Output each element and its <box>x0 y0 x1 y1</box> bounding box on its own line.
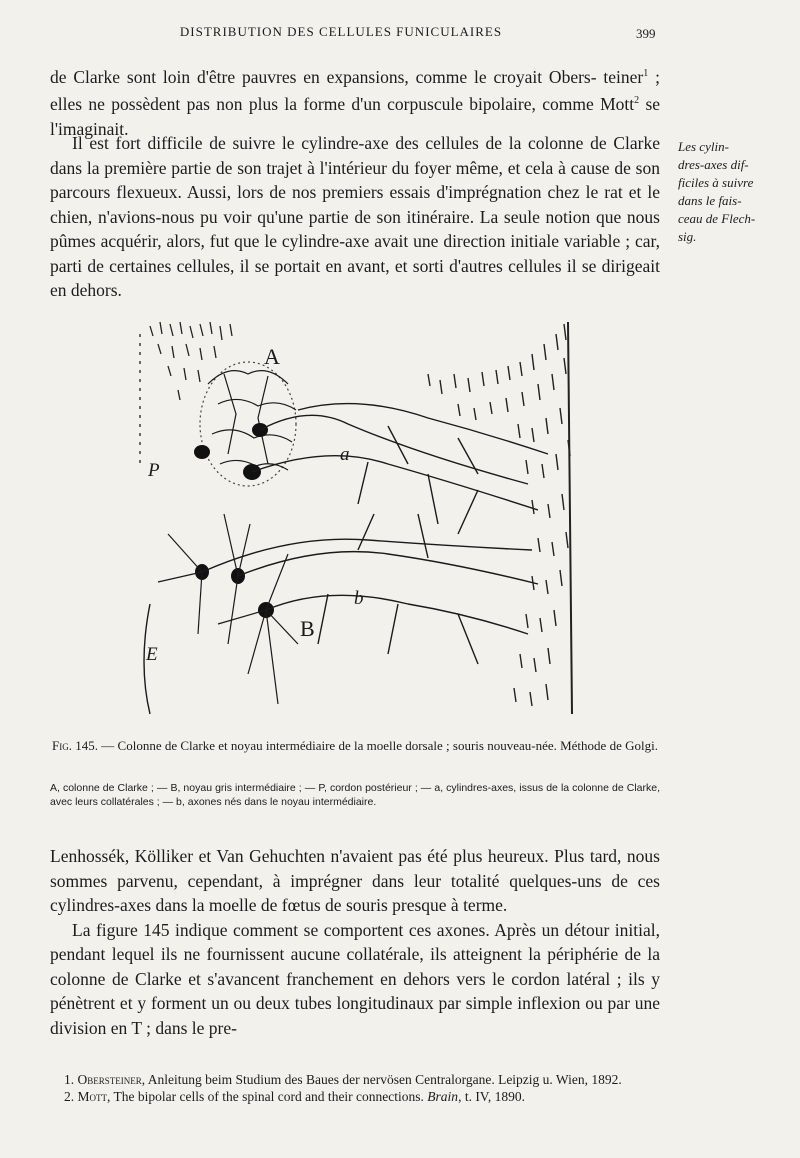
margin-note-line: sig. <box>678 229 697 244</box>
label-P: P <box>148 460 160 481</box>
paragraph-2 <box>50 131 660 303</box>
paragraph-3 <box>50 844 660 1040</box>
footnote-ref-1[interactable]: 1 <box>643 68 649 79</box>
paragraph-1-line-1: de Clarke sont loin d'être pauvres en expansions, comme le croyait Obers- <box>50 66 597 87</box>
label-E: E <box>146 644 158 665</box>
label-A: A <box>264 344 280 369</box>
cell-bodies <box>194 423 274 618</box>
paragraph-1-line-3b: se l'imaginait. <box>50 94 661 139</box>
figure-number: Fig. 145. <box>52 738 99 753</box>
figure-legend: A, colonne de Clarke ; — B, noyau gris intermédiaire ; — P, cordon postérieur ; — a, cylindres-axes, issus de la colonne de Clarke, avec leurs collatérales ; — b, axones nés dans le noyau intermédiaire. <box>50 782 660 808</box>
neuron-drawing <box>128 314 588 724</box>
paragraph-2-text: Il est fort difficile de suivre le cylindre-axe des cellules de la colonne de Clarke dans la première partie de son trajet à l'intérieur du foyer même, et cela à cause de son parcours flexueux. Aussi, lors de nos premiers essais d'imprégnation chez le rat et le chien, n'avions-nous pu voir qu'une partie de son itinéraire. La seule notion que nous pûmes acquérir, alors, fut que le cylindre-axe avait une direction initiale variable ; car, parti de certaines cellules, il se portait en avant, et sorti d'autres cellules il se dirigeait en dehors. <box>50 133 660 300</box>
label-a: a <box>340 444 350 465</box>
paragraph-1-line-3a: comme Mott <box>542 94 635 115</box>
figure-caption <box>50 738 660 754</box>
axons-b <box>202 514 538 664</box>
footnotes <box>50 1072 660 1105</box>
figure-145-illustration <box>128 314 588 724</box>
figure-caption-text: — Colonne de Clarke et noyau intermédiaire de la moelle dorsale ; souris nouveau-née. Méthode de Golgi. <box>98 738 658 753</box>
footnote-text: , The bipolar cells of the spinal cord and their connections. <box>107 1088 428 1104</box>
intermediate-nucleus-dendrites <box>158 514 298 704</box>
label-b: b <box>354 588 364 609</box>
running-head: DISTRIBUTION DES CELLULES FUNICULAIRES <box>179 24 503 39</box>
footnote-1 <box>50 1072 660 1089</box>
footnote-author: Mott <box>77 1088 107 1104</box>
page-number: 399 <box>636 26 656 41</box>
footnote-ref-2[interactable]: 2 <box>634 95 640 107</box>
footnote-text: , Anleitung beim Studium des Baues der nervösen Centralorgane. Leipzig u. Wien, 1892. <box>141 1072 622 1087</box>
paragraph-3-text: Lenhossék, Kölliker et Van Gehuchten n'avaient pas été plus heureux. Plus tard, nous sommes parvenu, cependant, à imprégner dans leur totalité quelques-uns de ces cylindres-axes dans la moelle de fœtus de souris presque à terme. <box>50 846 660 915</box>
footnote-number: 2. <box>64 1088 78 1104</box>
footnote-tail: , t. IV, 1890. <box>458 1088 525 1104</box>
posterior-column-hatching <box>140 322 232 464</box>
paragraph-1-line-2a: teiner <box>603 66 644 87</box>
margin-note <box>678 138 786 246</box>
margin-note-line: dres-axes dif- <box>678 157 749 172</box>
margin-note-line: ficiles à suivre <box>678 175 754 190</box>
margin-note-line: dans le fais- <box>678 193 742 208</box>
footnote-number: 1. <box>64 1072 78 1087</box>
footnote-2 <box>50 1089 660 1106</box>
paragraph-1-line-2b: ; elles ne possèdent pas non plus la forme d'un corpuscule bipolaire, <box>50 66 660 115</box>
margin-note-line: Les cylin- <box>678 139 729 154</box>
footnote-journal: Brain <box>427 1088 459 1104</box>
label-B: B <box>300 616 315 641</box>
footnote-author: Obersteiner <box>77 1072 142 1087</box>
paragraph-4-text: La figure 145 indique comment se comportent ces axones. Après un détour initial, pendant lequel ils ne fournissent aucune collatérale, ils atteignent la périphérie de la colonne de Clarke et s'avancent franchement en dehors vers le cordon latéral ; ils y pénètrent et y forment un ou deux tubes longitudinaux par simple inflexion ou par une division en T ; dans le pre- <box>50 919 660 1038</box>
paragraph-1 <box>50 62 660 141</box>
margin-note-line: ceau de Flech- <box>678 211 756 226</box>
lateral-column-hatching <box>428 322 572 714</box>
